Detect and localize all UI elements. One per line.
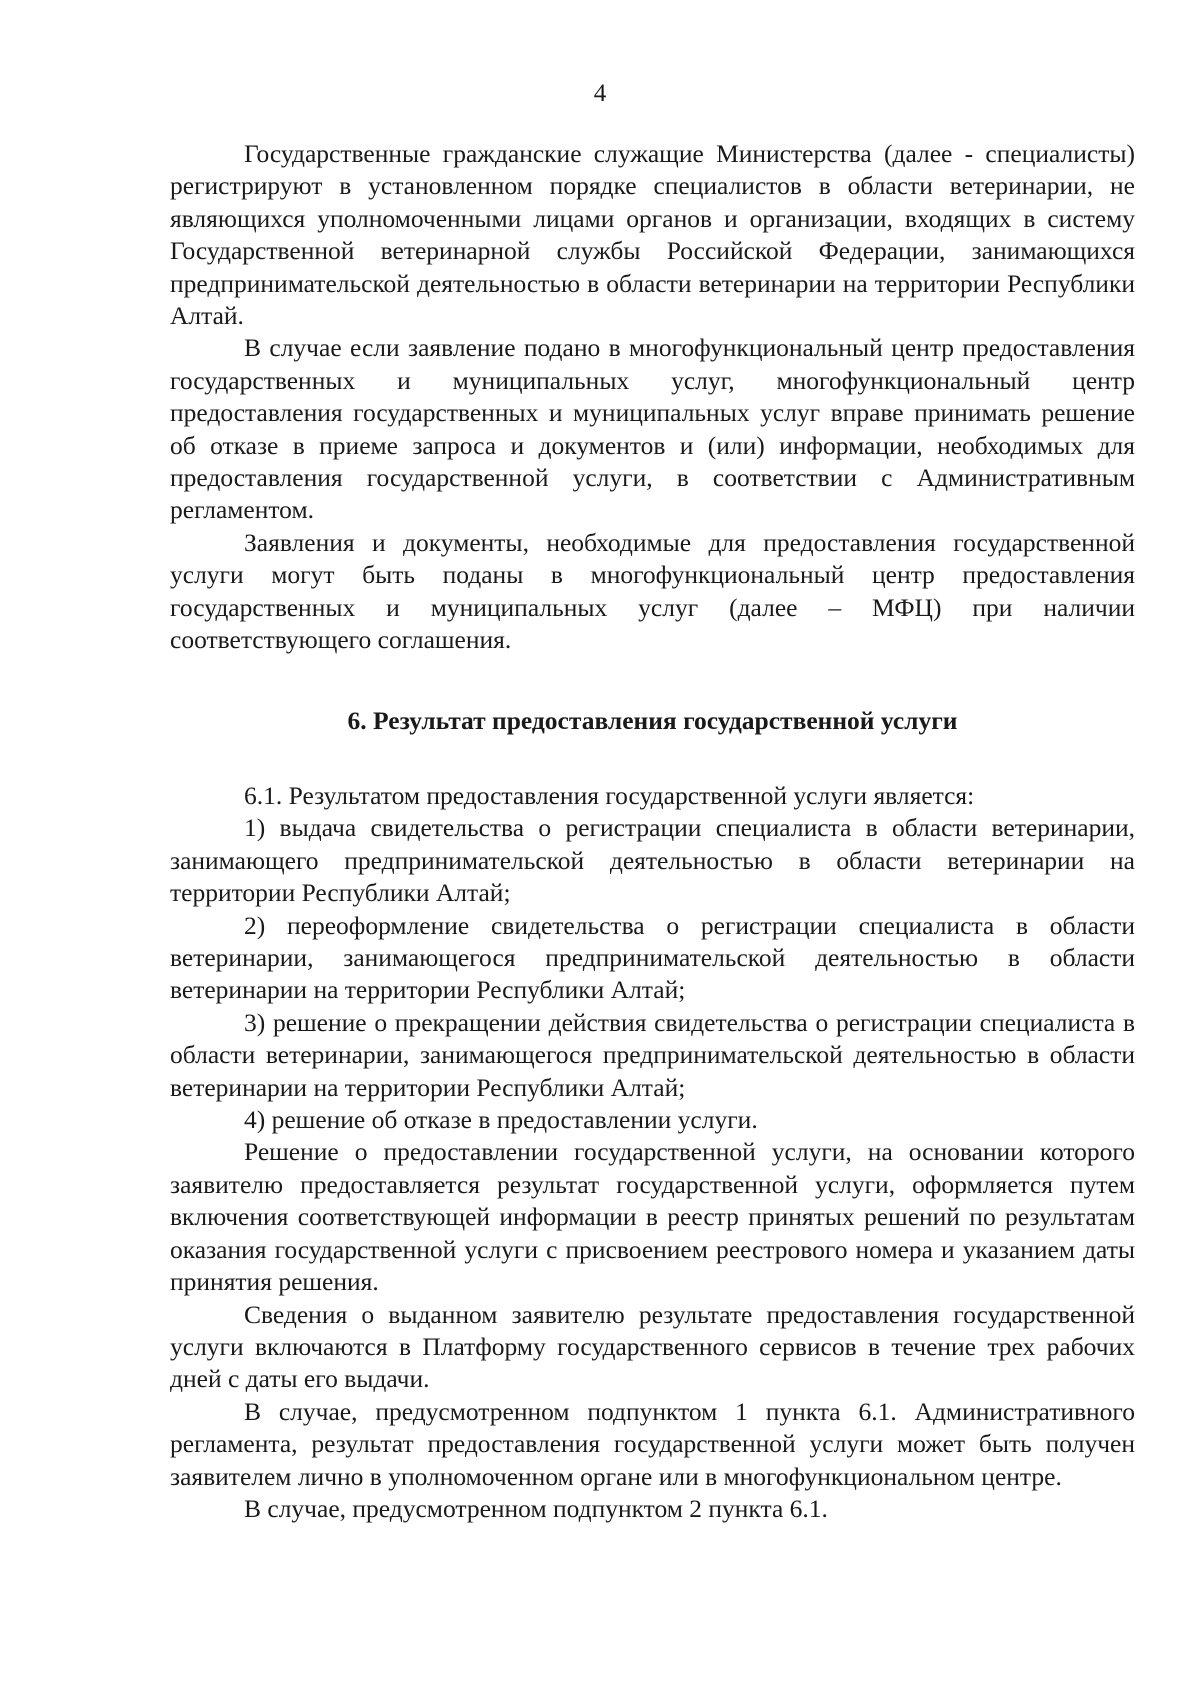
paragraph: В случае если заявление подано в многофункциональный центр предоставления государственных и муниципальных услуг, многофункциональный центр предоставления государственных и муниципальных услуг вправе принимать решение об отказе в приеме запроса и документов и (или) информации, необходимых для предоставления государственной услуги, в соответствии с Административным регламентом. [170,333,1135,525]
list-item: 1) выдача свидетельства о регистрации специалиста в области ветеринарии, занимающего предпринимательской деятельностью в области ветеринарии на территории Республики Алтай; [170,813,1135,908]
section-text [170,780,1135,1525]
list-item: 3) решение о прекращении действия свидетельства о регистрации специалиста в области ветеринарии, занимающегося предпринимательской деятельностью в области ветеринарии на территории Республики Алтай; [170,1007,1135,1102]
list-item: 2) переоформление свидетельства о регистрации специалиста в области ветеринарии, занимающегося предпринимательской деятельностью в области ветеринарии на территории Республики Алтай; [170,910,1135,1005]
intro-text [170,138,1135,657]
paragraph: Сведения о выданном заявителю результате предоставления государственной услуги включаются в Платформу государственного сервисов в течение трех рабочих дней с даты его выдачи. [170,1299,1135,1394]
paragraph: Заявления и документы, необходимые для предоставления государственной услуги могут быть поданы в многофункциональный центр предоставления государственных и муниципальных услуг (далее – МФЦ) при наличии соответствующего соглашения. [170,527,1135,655]
paragraph: В случае, предусмотренном подпунктом 2 пункта 6.1. [244,1493,828,1523]
paragraph: 6.1. Результатом предоставления государственной услуги является: [244,781,975,810]
section-heading: 6. Результат предоставления государственной услуги [347,706,958,735]
paragraph: Государственные гражданские служащие Министерства (далее - специалисты) регистрируют в установленном порядке специалистов в области ветеринарии, не являющихся уполномоченными лицами органов и организации, входящих в систему Государственной ветеринарной службы Российской Федерации, занимающихся предпринимательской деятельностью в области ветеринарии на территории Республики Алтай. [170,139,1135,331]
page-number: 4 [593,80,607,107]
list-item: 4) решение об отказе в предоставлении услуги. [244,1105,758,1135]
paragraph: Решение о предоставлении государственной услуги, на основании которого заявителю предоставляется результат государственной услуги, оформляется путем включения соответствующей информации в реестр принятых решений по результатам оказания государственной услуги с присвоением реестрового номера и указанием даты принятия решения. [170,1137,1135,1297]
paragraph: В случае, предусмотренном подпунктом 1 пункта 6.1. Административного регламента, результат предоставления государственной услуги может быть получен заявителем лично в уполномоченном органе или в многофункциональном центре. [170,1396,1135,1491]
